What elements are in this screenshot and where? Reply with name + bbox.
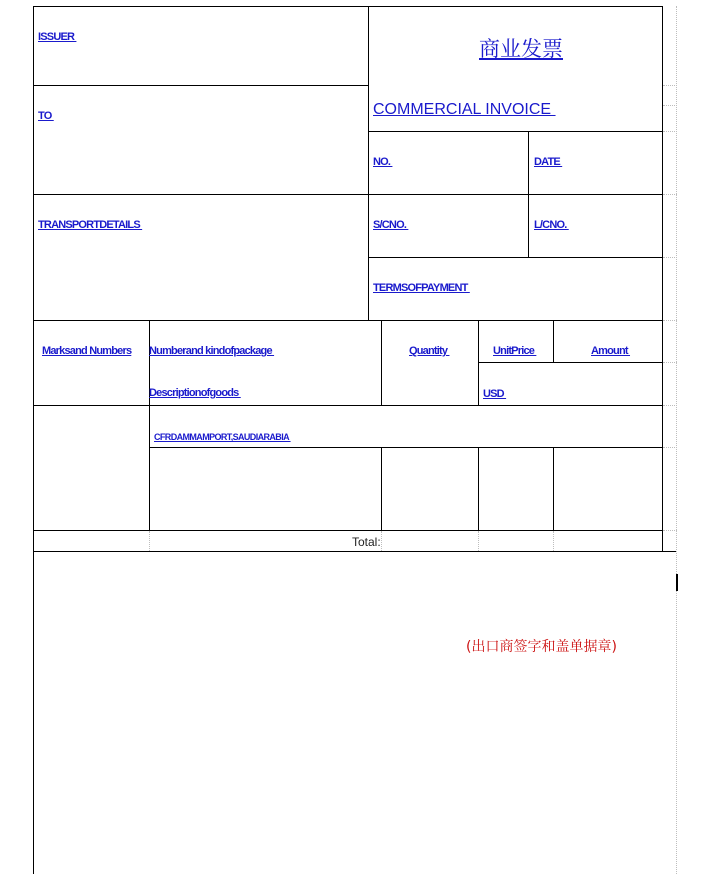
divider-issuer-to bbox=[33, 85, 369, 86]
invoice-title-cn: 商业发票 bbox=[479, 37, 563, 61]
sheet-grid-6 bbox=[663, 320, 677, 321]
col-divider-4b bbox=[553, 447, 554, 530]
col-divider-2a bbox=[381, 320, 382, 405]
lc-no-label[interactable]: L/CNO. bbox=[534, 219, 569, 231]
divider-to-transport bbox=[33, 194, 663, 195]
row-divider-usd bbox=[478, 362, 663, 363]
sheet-grid-4 bbox=[663, 194, 677, 195]
issuer-label[interactable]: ISSUER bbox=[38, 31, 77, 43]
row-divider-header-bottom bbox=[33, 405, 663, 406]
signature-note: (出口商签字和盖单据章) bbox=[466, 639, 617, 655]
sheet-grid-5 bbox=[663, 257, 677, 258]
sheet-grid-8 bbox=[663, 405, 677, 406]
border-right bbox=[662, 6, 663, 552]
cell-cursor-marker bbox=[676, 574, 678, 591]
no-label[interactable]: NO. bbox=[373, 156, 393, 168]
row-divider-terms bbox=[149, 447, 663, 448]
divider-title-no bbox=[368, 131, 663, 132]
total-dotted-4 bbox=[553, 531, 554, 551]
col-unit-price[interactable]: UnitPrice bbox=[493, 345, 537, 357]
border-left bbox=[33, 6, 34, 874]
row-divider-total-top bbox=[33, 530, 663, 531]
sheet-grid-7 bbox=[663, 362, 677, 363]
terms-of-payment-label[interactable]: TERMSOFPAYMENT bbox=[373, 282, 470, 294]
sheet-grid-1 bbox=[663, 85, 677, 86]
shipment-terms[interactable]: CFRDAMMAMPORT,SAUDIARABIA bbox=[154, 432, 291, 442]
col-amount[interactable]: Amount bbox=[591, 345, 631, 357]
col-divider-2b bbox=[381, 447, 382, 530]
divider-header-middle bbox=[368, 6, 369, 321]
sheet-edge-line bbox=[676, 6, 677, 874]
total-label: Total: bbox=[352, 535, 381, 549]
currency-label[interactable]: USD bbox=[483, 388, 507, 400]
total-dotted-1 bbox=[149, 531, 150, 551]
divider-header-table bbox=[33, 320, 663, 321]
sheet-grid-10 bbox=[663, 530, 677, 531]
invoice-title-en: COMMERCIAL INVOICE bbox=[373, 101, 556, 118]
border-top bbox=[33, 6, 663, 7]
col-package[interactable]: Numberand kindofpackage bbox=[149, 345, 275, 357]
sc-no-label[interactable]: S/CNO. bbox=[373, 219, 409, 231]
date-label[interactable]: DATE bbox=[534, 156, 563, 168]
col-quantity[interactable]: Quantity bbox=[409, 345, 450, 357]
total-dotted-2 bbox=[381, 531, 382, 551]
sheet-grid-9 bbox=[663, 447, 677, 448]
col-description[interactable]: Descriptionofgoods bbox=[149, 387, 241, 399]
sheet-grid-3 bbox=[663, 131, 677, 132]
total-dotted-3 bbox=[478, 531, 479, 551]
transport-details-label[interactable]: TRANSPORTDETAILS bbox=[38, 219, 143, 231]
sheet-grid-2 bbox=[663, 105, 677, 106]
to-label[interactable]: TO bbox=[38, 110, 54, 122]
col-marks-numbers[interactable]: Marksand Numbers bbox=[42, 345, 132, 357]
col-divider-3b bbox=[478, 447, 479, 530]
divider-sc-terms bbox=[368, 257, 663, 258]
row-divider-total-bottom bbox=[33, 551, 677, 552]
col-divider-4a bbox=[553, 320, 554, 362]
